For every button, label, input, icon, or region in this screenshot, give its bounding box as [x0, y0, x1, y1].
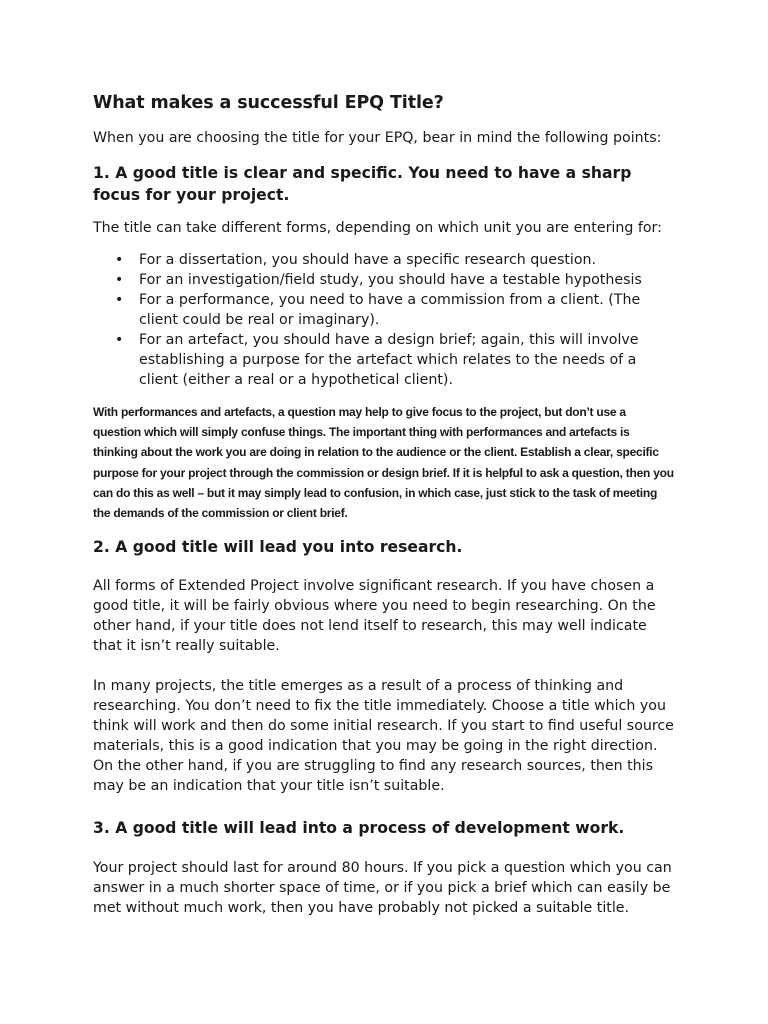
list-item: • For a performance, you need to have a commission from a client. (The client could be real or imaginary). [93, 290, 675, 330]
point-1-heading: 1. A good title is clear and specific. You need to have a sharp focus for your project. [93, 164, 632, 204]
list-item: • For a dissertation, you should have a specific research question. [93, 250, 675, 270]
point-2-paragraph-2: In many projects, the title emerges as a result of a process of thinking and researching. You don’t need to fix the title immediately. Choose a title which you think will work and then do some initial research. If you start to find useful source materials, this is a good indication that you may be going in the right direction. On the other hand, if you are struggling to find any research sources, then this may be an indication that your title isn’t suitable. [93, 678, 674, 794]
performance-artefact-note: With performances and artefacts, a question may help to give focus to the project, but don’t use a question which will simply confuse things. The important thing with performances and artefacts is thinking about the work you are doing in relation to the audience or the client. Establish a clear, specific purpose for your project through the commission or design brief. If it is helpful to ask a question, then you can do this as well – but it may simply lead to confusion, in which case, just stick to the task of meeting the demands of the commission or client brief. [93, 405, 674, 521]
point-2-paragraph-1: All forms of Extended Project involve significant research. If you have chosen a good title, it will be fairly obvious where you need to begin researching. On the other hand, if your title does not lend itself to research, this may well indicate that it isn’t really suitable. [93, 578, 656, 654]
intro-paragraph: When you are choosing the title for your EPQ, bear in mind the following points: [93, 130, 662, 146]
form-types-list [93, 250, 675, 390]
point-1-lead: The title can take different forms, depending on which unit you are entering for: [93, 220, 662, 236]
page-title: What makes a successful EPQ Title? [93, 93, 444, 113]
list-item: • For an investigation/field study, you should have a testable hypothesis [93, 270, 675, 290]
point-3-heading: 3. A good title will lead into a process of development work. [93, 819, 625, 837]
list-item: • For an artefact, you should have a design brief; again, this will involve establishing a purpose for the artefact which relates to the needs of a client (either a real or a hypothetical client). [93, 330, 675, 390]
point-3-paragraph-1: Your project should last for around 80 hours. If you pick a question which you can answer in a much shorter space of time, or if you pick a brief which can easily be met without much work, then you have probably not picked a suitable title. [93, 860, 672, 916]
point-2-heading: 2. A good title will lead you into research. [93, 538, 463, 556]
